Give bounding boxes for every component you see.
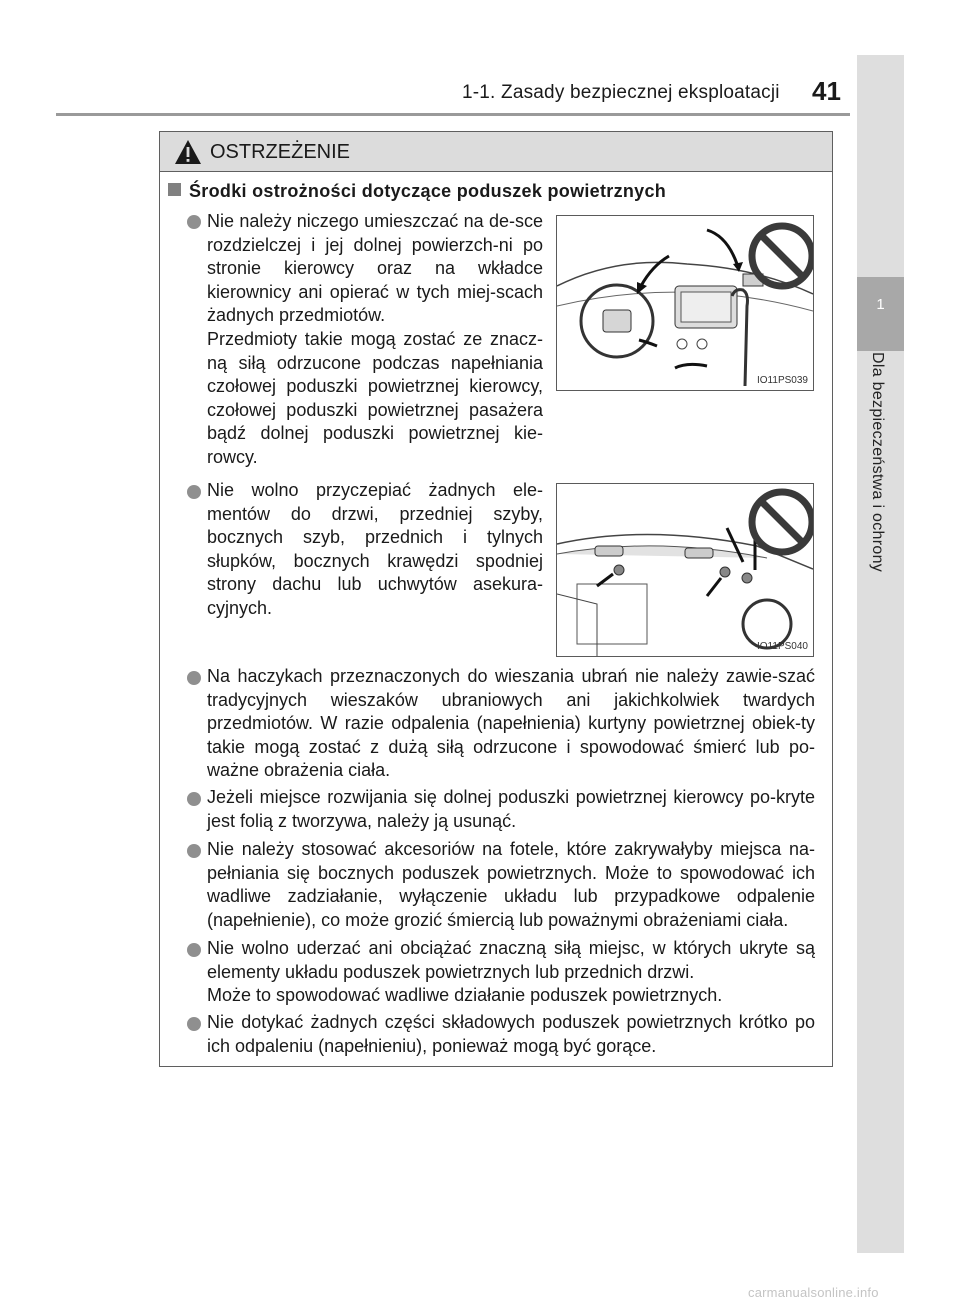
header-rule xyxy=(56,113,850,116)
item-text: Nie wolno uderzać ani obciążać znaczną siłą miejsc, w których ukryte są elementy układu poduszek powietrznych lub przednich drzwi. xyxy=(207,938,815,982)
bullet-icon xyxy=(187,671,201,685)
list-item xyxy=(207,937,815,1008)
item-text: Nie dotykać żadnych części składowych poduszek powietrznych krótko po ich odpaleniu (napełnieniu), ponieważ mogą być gorące. xyxy=(207,1012,815,1056)
bullet-icon xyxy=(187,792,201,806)
warning-title: OSTRZEŻENIE xyxy=(210,141,351,163)
list-item xyxy=(207,786,815,833)
figure-interior xyxy=(556,483,814,657)
bullet-icon xyxy=(187,844,201,858)
list-item xyxy=(207,1011,815,1058)
warning-triangle-icon xyxy=(174,139,202,165)
figure-label: IO11PS040 xyxy=(757,641,808,652)
figure-label: IO11PS039 xyxy=(757,375,808,386)
chapter-tab[interactable] xyxy=(857,277,904,351)
page-number: 41 xyxy=(812,76,841,106)
list-item xyxy=(207,665,815,783)
side-strip xyxy=(857,55,904,1253)
chapter-title: Dla bezpieczeństwa i ochrony xyxy=(869,352,886,573)
header-title: 1-1. Zasady bezpiecznej eksploatacji xyxy=(462,82,780,103)
list-item xyxy=(207,838,815,932)
item-text: Jeżeli miejsce rozwijania się dolnej poduszki powietrznej kierowcy po-kryte jest folią z tworzywa, należy ją usunąć. xyxy=(207,787,815,831)
interior-illustration xyxy=(557,484,813,656)
bullet-icon xyxy=(187,215,201,229)
watermark: carmanualsonline.info xyxy=(748,1285,879,1300)
bullet-icon xyxy=(187,485,201,499)
bullet-icon xyxy=(187,943,201,957)
dashboard-illustration xyxy=(557,216,813,390)
item-note: Może to spowodować wadliwe działanie poduszek powietrznych. xyxy=(207,985,723,1006)
item-text: Nie należy niczego umieszczać na de-sce rozdzielczej i jej dolnej powierzch-ni po stronie kierowcy oraz na wkładce kierownicy ani opierać w tych miej-scach żadnych przedmiotów. xyxy=(207,211,543,326)
item-text: Nie należy stosować akcesoriów na fotele, które zakrywałyby miejsca na-pełniania się bocznych poduszek powietrznych. Może to spowodować ich wadliwe zadziałanie, wyłączenie układu lub przypadkowe odpalenie (napełnienie), co może grozić śmiercią lub poważnymi obrażeniami ciała. xyxy=(207,839,815,930)
bullet-icon xyxy=(187,1017,201,1031)
warning-header xyxy=(160,132,832,172)
list-item xyxy=(207,210,543,470)
list-item xyxy=(207,479,543,621)
section-heading-text: Środki ostrożności dotyczące poduszek powietrznych xyxy=(189,181,667,201)
chapter-number: 1 xyxy=(876,296,885,313)
item-note: Przedmioty takie mogą zostać ze znacz-ną siłą odrzucone podczas napełniania czołowej poduszki powietrznej kierowcy, czołowej poduszki powietrznej pasażera bądź dolnej poduszki powietrznej kie-rowcy. xyxy=(207,328,543,467)
square-bullet-icon xyxy=(168,183,181,196)
section-heading xyxy=(168,181,666,202)
figure-dashboard xyxy=(556,215,814,391)
item-text: Nie wolno przyczepiać żadnych ele-mentów do drzwi, przedniej szyby, bocznych szyb, przednich i tylnych słupków, bocznych krawędzi spodniej strony dachu lub uchwytów asekura-cyjnych. xyxy=(207,480,543,618)
item-text: Na haczykach przeznaczonych do wieszania ubrań nie należy zawie-szać tradycyjnych wieszaków ubraniowych ani jakichkolwiek twardych przedmiotów. W razie odpalenia (napełnienia) kurtyny powietrznej obiek-ty takie mogą zostać z dużą siłą odrzucone i spowodować śmierć lub po-ważne obrażenia ciała. xyxy=(207,666,815,781)
